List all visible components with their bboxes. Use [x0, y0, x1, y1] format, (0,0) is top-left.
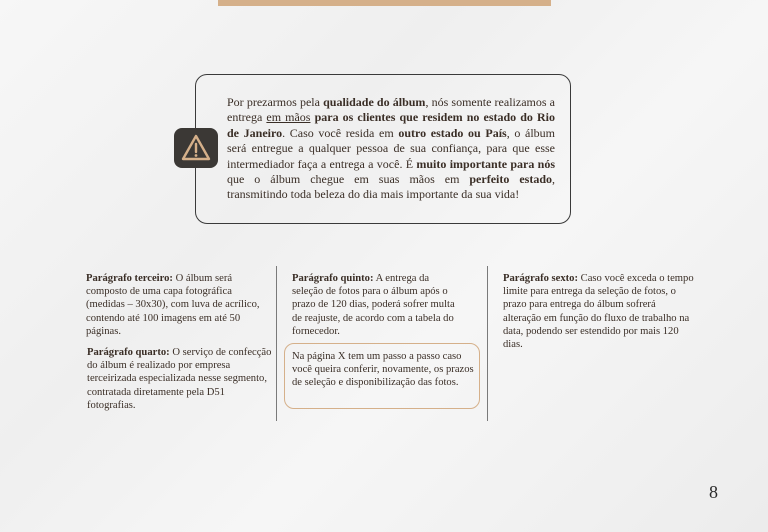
paragraph-quarto: Parágrafo quarto: O serviço de confecção do álbum é realizado por empresa terceirizada especializada nesse segmento, contratada diretamente pela D51 fotografias.: [87, 347, 272, 411]
column-divider: [276, 266, 277, 421]
note-text: Na página X tem um passo a passo caso você queira conferir, novamente, os prazos de seleção e disponibilização das fotos.: [292, 351, 474, 389]
top-accent-bar: [218, 0, 551, 6]
notice-bold-quality: qualidade do álbum: [323, 95, 426, 109]
warning-icon: [174, 128, 218, 168]
notice-text: Por prezarmos pela qualidade do álbum, nós somente realizamos a entrega em mãos para os clientes que residem no estado do Rio de Janeiro. Caso você resida em outro estado ou País, o álbum será entregue a qualquer pessoa de sua confiança, para que esse intermediador faça a entrega a você. É muito importante para nós que o álbum chegue em suas mãos em perfeito estado, transmitindo toda beleza do dia mais importante da sua vida!: [227, 95, 556, 202]
page-number: 8: [709, 482, 718, 502]
column-divider: [487, 266, 488, 421]
paragraph-sexto: Parágrafo sexto: Caso você exceda o tempo limite para entrega da seleção de fotos, o prazo para entrega do álbum sofrerá alteração em função do fluxo de trabalho na data, podendo ser estendido por mais 120 dias.: [503, 273, 694, 351]
paragraph-terceiro: Parágrafo terceiro: O álbum será composto de uma capa fotográfica (medidas – 30x30), com luva de acrílico, contendo até 100 imagens em até 50 páginas.: [86, 273, 260, 337]
notice-underline-hand: em mãos: [266, 110, 311, 125]
paragraph-quinto: Parágrafo quinto: A entrega da seleção de fotos para o álbum após o prazo de 120 dias, poderá sofrer multa de reajuste, de acordo com a tabela do fornecedor.: [292, 273, 455, 337]
